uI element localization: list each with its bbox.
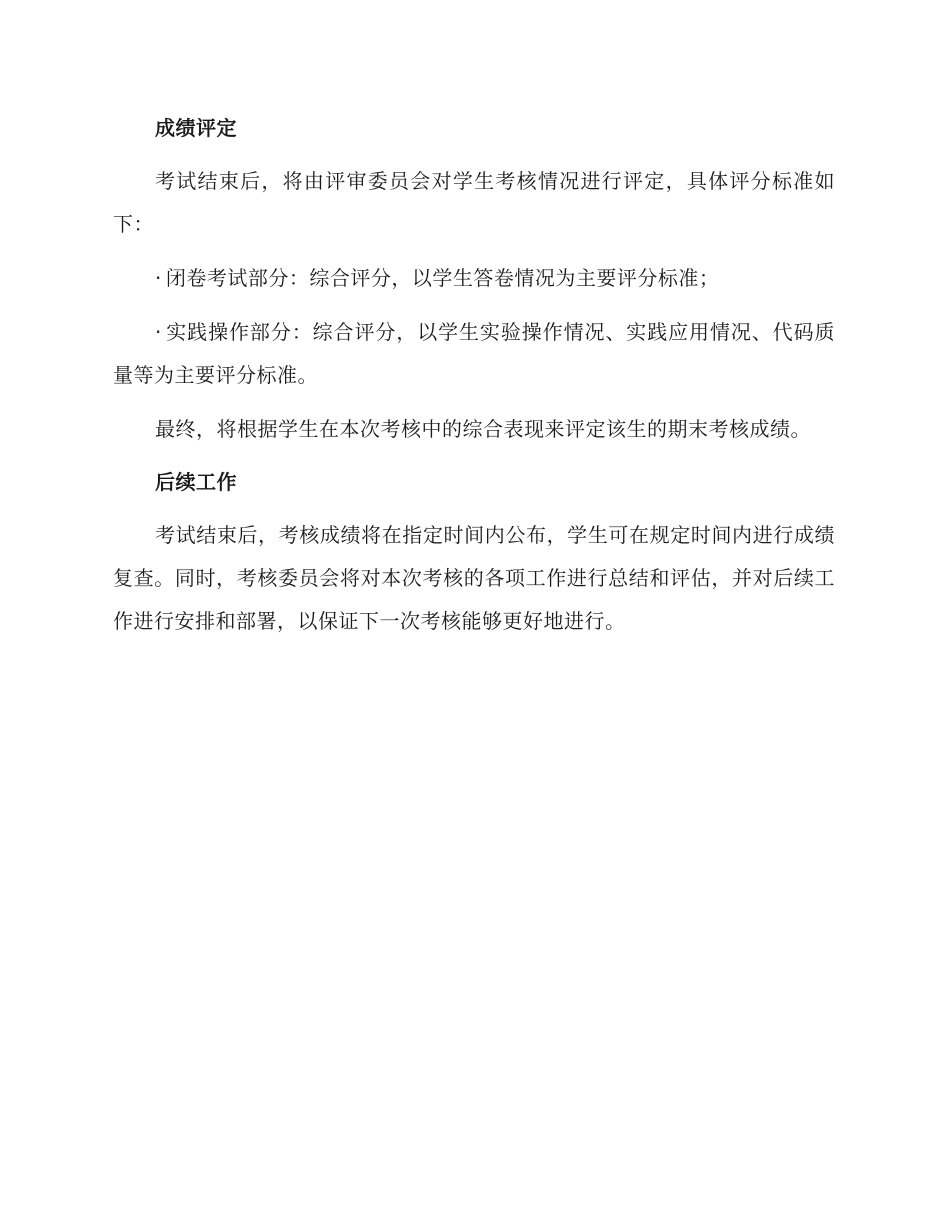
grading-intro-paragraph: 考试结束后，将由评审委员会对学生考核情况进行评定，具体评分标准如下： — [113, 169, 835, 236]
grading-bullet-practice — [113, 311, 835, 397]
section-heading-follow-up: 后续工作 — [155, 470, 237, 494]
grading-closing-paragraph: 最终，将根据学生在本次考核中的综合表现来评定该生的期末考核成绩。 — [155, 417, 811, 441]
bullet-marker: · — [155, 266, 162, 290]
follow-up-paragraph: 考试结束后，考核成绩将在指定时间内公布，学生可在规定时间内进行成绩复查。同时，考核委员会将对本次考核的各项工作进行总结和评估，并对后续工作进行安排和部署，以保证下一次考核能够更好地进行。 — [113, 523, 835, 633]
document-body — [113, 108, 835, 654]
grading-bullet-closed-book — [113, 257, 835, 300]
section-heading-grading: 成绩评定 — [155, 116, 237, 140]
bullet-text: 实践操作部分：综合评分，以学生实验操作情况、实践应用情况、代码质量等为主要评分标准。 — [113, 320, 835, 387]
bullet-marker: · — [155, 320, 162, 344]
bullet-text: 闭卷考试部分：综合评分，以学生答卷情况为主要评分标准； — [165, 266, 720, 290]
